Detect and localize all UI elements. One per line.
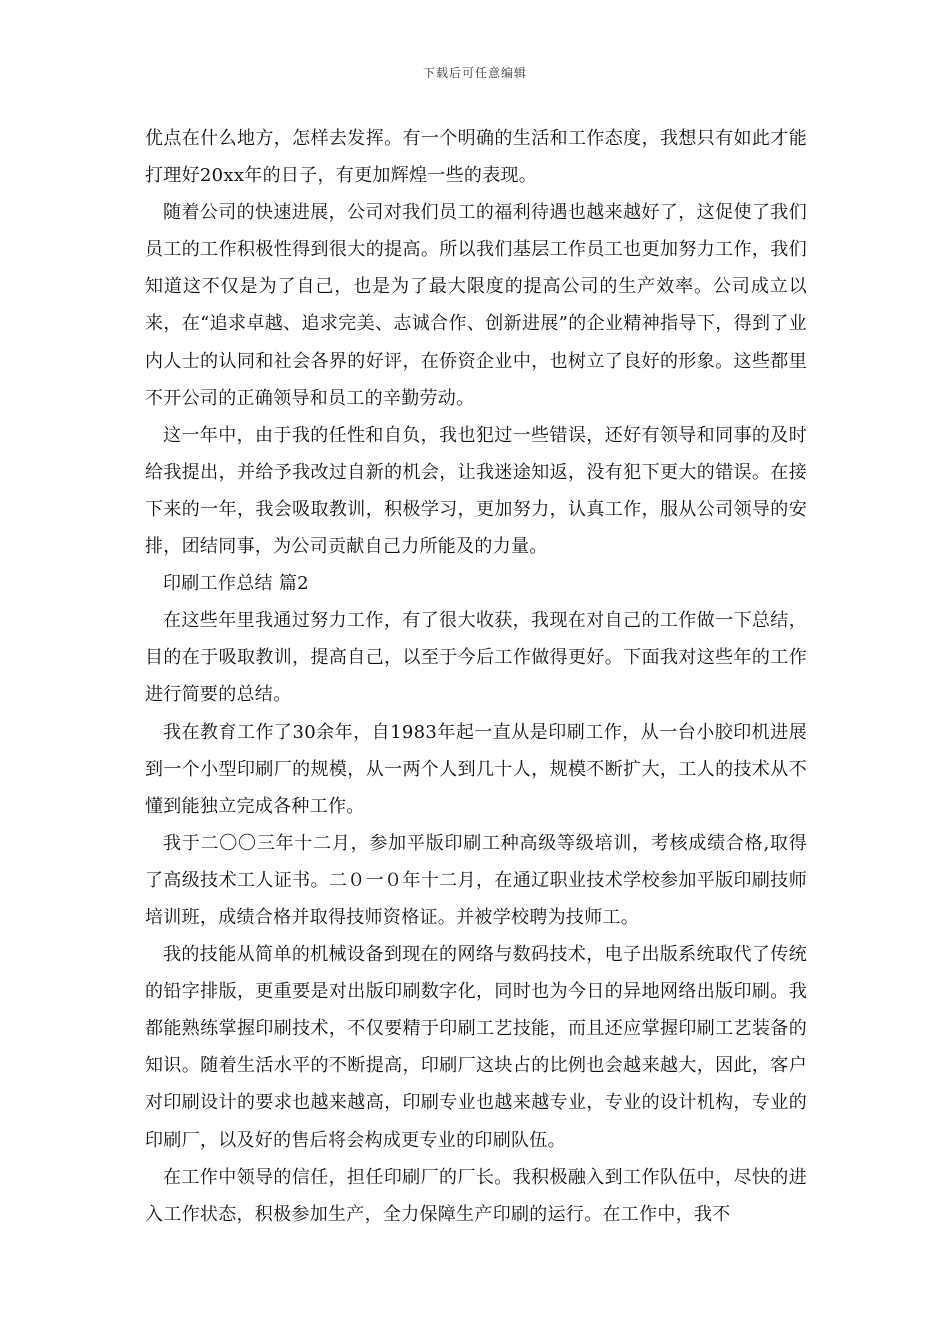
document-body <box>145 120 807 1233</box>
paragraph-2: 随着公司的快速进展，公司对我们员工的福利待遇也越来越好了，这促使了我们员工的工作积极性得到很大的提高。所以我们基层工作员工也更加努力工作，我们知道这不仅是为了自己，也是为了最大限度的提高公司的生产效率。公司成立以来，在“追求卓越、追求完美、志诚合作、创新进展”的企业精神指导下，得到了业内人士的认同和社会各界的好评，在侨资企业中，也树立了良好的形象。这些都里不开公司的正确领导和员工的辛勤劳动。 <box>145 202 807 409</box>
paragraph-4: 在这些年里我通过努力工作，有了很大收获，我现在对自己的工作做一下总结，目的在于吸取教训，提高自己，以至于今后工作做得更好。下面我对这些年的工作进行简要的总结。 <box>145 610 807 706</box>
section-heading: 印刷工作总结 篇2 <box>163 573 309 595</box>
page-header: 下载后可任意编辑 <box>422 66 527 80</box>
paragraph-1: 优点在什么地方，怎样去发挥。有一个明确的生活和工作态度，我想只有如此才能打理好20xx年的日子，有更加辉煌一些的表现。 <box>145 128 807 187</box>
paragraph-7: 我的技能从简单的机械设备到现在的网络与数码技术，电子出版系统取代了传统的铅字排版，更重要是对出版印刷数字化，同时也为今日的异地网络出版印刷。我都能熟练掌握印刷技术，不仅要精于印刷工艺技能，而且还应掌握印刷工艺装备的知识。随着生活水平的不断提高，印刷厂这块占的比例也会越来越大，因此，客户对印刷设计的要求也越来越高，印刷专业也越来越专业，专业的设计机构，专业的印刷厂，以及好的售后将会构成更专业的印刷队伍。 <box>145 944 807 1151</box>
paragraph-6: 我于二〇〇三年十二月，参加平版印刷工种高级等级培训，考核成绩合格,取得了高级技术工人证书。二０一０年十二月，在通辽职业技术学校参加平版印刷技师培训班，成绩合格并取得技师资格证。并被学校聘为技师工。 <box>145 832 807 928</box>
paragraph-3: 这一年中，由于我的任性和自负，我也犯过一些错误，还好有领导和同事的及时给我提出，并给予我改过自新的机会，让我迷途知返，没有犯下更大的错误。在接下来的一年，我会吸取教训，积极学习，更加努力，认真工作，服从公司领导的安排，团结同事，为公司贡献自己力所能及的力量。 <box>145 424 807 558</box>
paragraph-8: 在工作中领导的信任，担任印刷厂的厂长。我积极融入到工作队伍中，尽快的进入工作状态，积极参加生产，全力保障生产印刷的运行。在工作中，我不 <box>145 1166 807 1225</box>
paragraph-5: 我在教育工作了30余年，自1983年起一直从是印刷工作，从一台小胶印机进展到一个小型印刷厂的规模，从一两个人到几十人，规模不断扩大，工人的技术从不懂到能独立完成各种工作。 <box>145 721 807 817</box>
